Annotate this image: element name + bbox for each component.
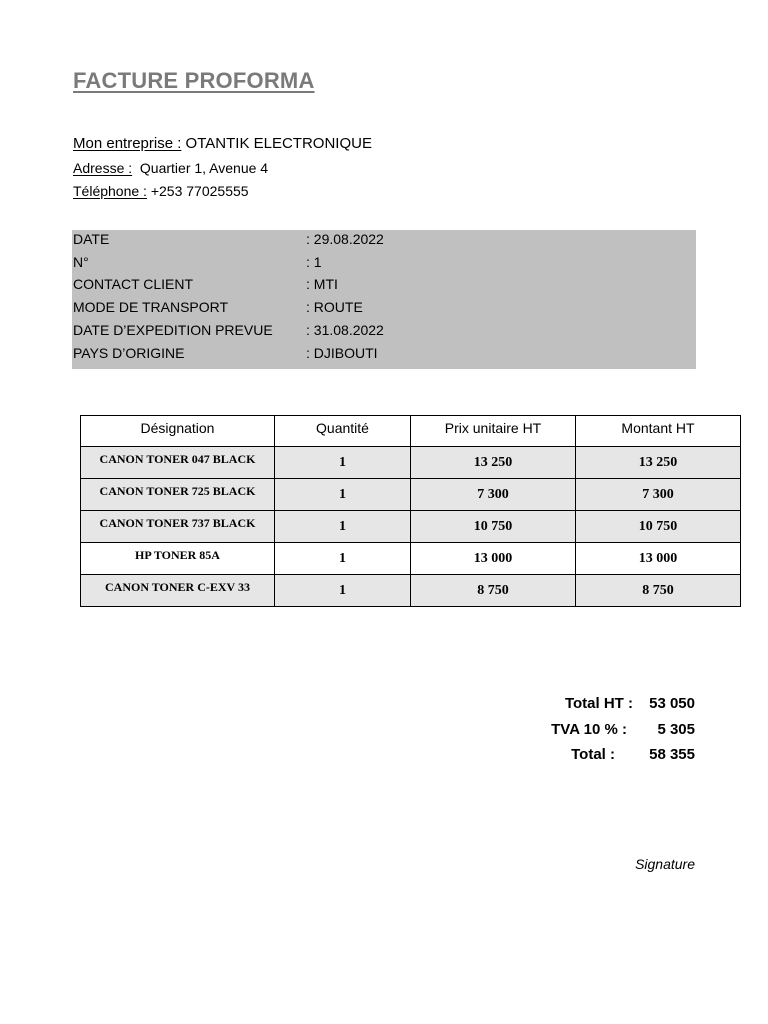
total-label: Total : <box>571 746 615 763</box>
invoice-info-box <box>72 230 696 369</box>
info-label: DATE <box>73 231 110 247</box>
cell-designation: CANON TONER C-EXV 33 <box>81 575 275 607</box>
cell-designation: CANON TONER 047 BLACK <box>81 447 275 479</box>
cell-designation: HP TONER 85A <box>81 543 275 575</box>
total-ht-row <box>475 695 695 721</box>
info-row-contact-client <box>73 276 693 296</box>
cell-quantity: 1 <box>275 511 411 543</box>
cell-quantity: 1 <box>275 447 411 479</box>
info-value: : 1 <box>306 254 322 270</box>
info-value: : MTI <box>306 276 338 292</box>
company-address-value: Quartier 1, Avenue 4 <box>132 160 269 176</box>
info-row-shipping-date <box>73 322 693 342</box>
total-ht-label: Total HT : <box>564 695 633 712</box>
table-row <box>81 479 741 511</box>
info-row-origin-country <box>73 345 693 365</box>
cell-amount: 8 750 <box>576 575 741 607</box>
total-ht-value: 53 050 <box>649 695 695 712</box>
info-row-transport-mode <box>73 299 693 319</box>
company-phone-value: +253 77025555 <box>146 183 249 199</box>
table-row <box>81 575 741 607</box>
tva-row <box>475 721 695 747</box>
info-label: MODE DE TRANSPORT <box>73 299 229 315</box>
company-address-label: Adresse : <box>73 160 133 176</box>
cell-quantity: 1 <box>275 575 411 607</box>
totals-block <box>475 695 695 772</box>
info-value: : DJIBOUTI <box>306 345 378 361</box>
company-name-label: Mon entreprise : <box>73 135 182 152</box>
cell-unit-price: 8 750 <box>411 575 576 607</box>
company-address-line <box>73 160 268 176</box>
header-unit-price: Prix unitaire HT <box>411 416 576 447</box>
total-value: 58 355 <box>649 746 695 763</box>
info-label: N° <box>73 254 89 270</box>
cell-amount: 13 250 <box>576 447 741 479</box>
cell-unit-price: 13 250 <box>411 447 576 479</box>
company-name-value: OTANTIK ELECTRONIQUE <box>181 135 372 152</box>
table-row <box>81 447 741 479</box>
cell-designation: CANON TONER 725 BLACK <box>81 479 275 511</box>
company-phone-label: Téléphone : <box>73 183 147 199</box>
info-label: DATE D’EXPEDITION PREVUE <box>73 322 273 338</box>
tva-value: 5 305 <box>657 720 695 738</box>
cell-quantity: 1 <box>275 543 411 575</box>
cell-amount: 13 000 <box>576 543 741 575</box>
header-amount: Montant HT <box>576 416 741 447</box>
cell-designation: CANON TONER 737 BLACK <box>81 511 275 543</box>
tva-label: TVA 10 % : <box>551 720 627 738</box>
table-header-row <box>81 416 741 447</box>
page-title: FACTURE PROFORMA <box>73 68 315 93</box>
cell-amount: 10 750 <box>576 511 741 543</box>
table-row <box>81 543 741 575</box>
cell-unit-price: 10 750 <box>411 511 576 543</box>
total-row <box>475 746 695 772</box>
info-label: CONTACT CLIENT <box>73 276 194 292</box>
signature-label: Signature <box>635 856 695 872</box>
items-table <box>80 415 741 607</box>
table-row <box>81 511 741 543</box>
cell-quantity: 1 <box>275 479 411 511</box>
info-value: : 31.08.2022 <box>306 322 384 338</box>
info-row-number <box>73 254 693 274</box>
company-phone-line <box>73 183 249 199</box>
info-value: : ROUTE <box>306 299 363 315</box>
cell-unit-price: 7 300 <box>411 479 576 511</box>
header-designation: Désignation <box>81 416 275 447</box>
info-value: : 29.08.2022 <box>306 231 384 247</box>
info-row-date <box>73 231 693 251</box>
cell-amount: 7 300 <box>576 479 741 511</box>
header-quantity: Quantité <box>275 416 411 447</box>
company-name-line <box>73 135 372 152</box>
cell-unit-price: 13 000 <box>411 543 576 575</box>
info-label: PAYS D’ORIGINE <box>73 345 185 361</box>
